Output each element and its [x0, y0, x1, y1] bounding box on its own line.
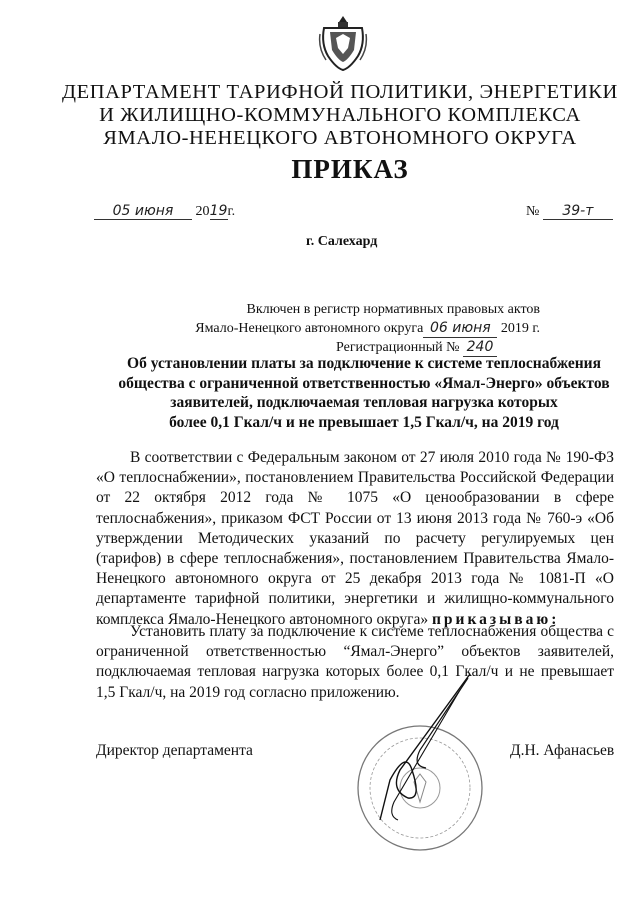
signature-name: Д.Н. Афанасьев — [510, 742, 615, 759]
order-date-day-month: 05 июня — [94, 203, 192, 220]
registration-line-2 — [180, 319, 540, 338]
registration-number: 240 — [463, 338, 497, 357]
order-date-year-end: г. — [227, 204, 236, 219]
header-line-3: ЯМАЛО-НЕНЕЦКОГО АВТОНОМНОГО ОКРУГА — [103, 127, 577, 149]
subject-line-4: более 0,1 Гкал/ч и не превышает 1,5 Гкал/ч, на 2019 год — [169, 413, 559, 431]
order-date-year-suffix: 19 — [209, 203, 228, 219]
preamble-text: В соответствии с Федеральным законом от 27 июля 2010 года № 190-ФЗ «О теплоснабжении», постановлением Правительства Российской Федерации от 22 октября 2012 года № 1075 «О ценообразовании в сфере теплоснабжения», приказом ФСТ России от 13 июня 2013 года № 760-э «Об утверждении Методических указаний по расчету регулируемых цен (тарифов) в сфере теплоснабжения», постановлением Правительства Ямало-Ненецкого автономного округа от 25 декабря 2013 года № 1081-П «О департаменте тарифной политики, энергетики и жилищно-коммунального комплекса Ямало-Ненецкого автономного округа» — [96, 449, 614, 628]
registration-stamp — [180, 301, 540, 357]
registration-date: 06 июня — [423, 319, 497, 338]
registration-line-1: Включен в регистр нормативных правовых актов — [246, 302, 540, 317]
subject-line-2: общества с ограниченной ответственностью «Ямал-Энерго» объектов — [118, 374, 610, 392]
preamble-order-word: приказываю: — [432, 610, 560, 628]
body-text: Установить плату за подключение к системе теплоснабжения общества с ограниченной ответственностью “Ямал-Энерго” объектов заявителей, подключаемая тепловая нагрузка которых более 0,1 Гкал/ч и не превышает 1,5 Гкал/ч, на 2019 год согласно приложению. — [96, 623, 614, 701]
order-number-value: 39-т — [543, 203, 613, 220]
registration-line-2-prefix: Ямало-Ненецкого автономного округа — [195, 321, 424, 336]
order-date — [94, 203, 235, 220]
preamble-paragraph — [96, 448, 614, 630]
order-subject — [100, 354, 628, 432]
subject-line-1: Об установлении платы за подключение к системе теплоснабжения — [127, 355, 601, 372]
header-line-1: ДЕПАРТАМЕНТ ТАРИФНОЙ ПОЛИТИКИ, ЭНЕРГЕТИКИ — [62, 81, 618, 103]
body-paragraph — [96, 622, 614, 703]
city: г. Салехард — [306, 234, 378, 249]
signature-position: Директор департамента — [96, 742, 253, 759]
coat-of-arms-emblem — [318, 14, 368, 72]
registration-line-2-suffix: 2019 г. — [500, 321, 540, 336]
handwritten-signature — [360, 670, 480, 840]
header-line-2: И ЖИЛИЩНО-КОММУНАЛЬНОГО КОМПЛЕКСА — [99, 104, 581, 126]
document-title: ПРИКАЗ — [291, 154, 409, 184]
order-date-year-prefix: 20 — [195, 204, 210, 219]
subject-line-3: заявителей, подключаемая тепловая нагрузка которых — [170, 394, 558, 411]
registration-line-3-prefix: Регистрационный № — [336, 340, 460, 355]
order-number — [526, 203, 613, 220]
order-number-label: № — [526, 204, 540, 219]
